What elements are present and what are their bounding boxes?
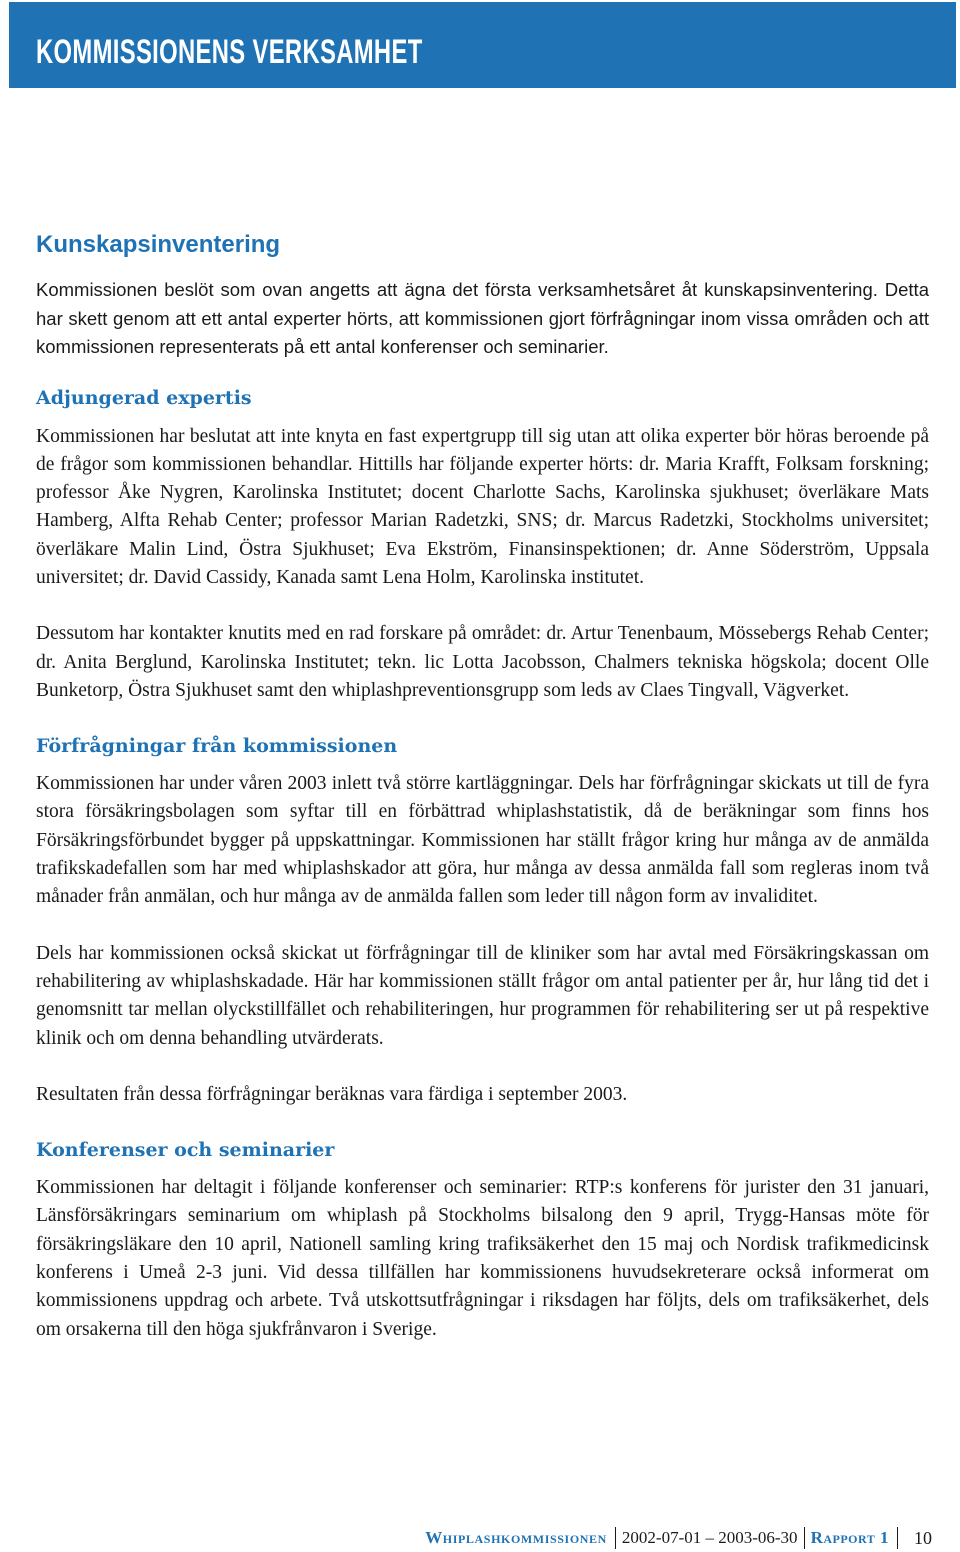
paragraph: Dels har kommissionen också skickat ut förfrågningar till de kliniker som har avtal med Försäkringskassan om rehabilitering av whiplashskadade. Här har kommissionen ställt frågor om antal patienter per år, hur lång tid det i genomsnitt tar mellan olyckstillfället och rehabiliteringen, hur programmen för rehabilitering ser ut på respektive klinik och om denna behandling utvärderats. [36, 942, 929, 1049]
section-heading-kunskapsinventering: Kunskapsinventering [36, 231, 281, 258]
page-footer [425, 1525, 932, 1551]
paragraph: Kommissionen har deltagit i följande konferenser och seminarier: RTP:s konferens för jurister den 31 januari, Länsförsäkringars seminarium om whiplash på Stockholms bilsalong den 9 april, Trygg-Hansas möte för försäkringsläkare den 10 april, Nationell samling kring trafiksäkerhet den 15 maj och Nordisk trafikmedicinsk konferens i Umeå 2-3 juni. Vid dessa tillfällen har kommissionens huvudsekreterare också informerat om kommissionens uppdrag och arbete. Två utskottsutfrågningar i riksdagen har följts, dels om trafiksäkerhet, dels om orsakerna till den höga sjukfrånvaron i Sverige. [36, 1177, 929, 1340]
page-number: 10 [914, 1527, 932, 1548]
footer-dates: 2002-07-01 – 2003-06-30 [621, 1528, 798, 1547]
subheading-adjungerad-expertis: Adjungerad expertis [36, 386, 252, 409]
subheading-forfragningar: Förfrågningar från kommissionen [36, 735, 398, 758]
paragraph: Dessutom har kontakter knutits med en rad forskare på området: dr. Artur Tenenbaum, Mössebergs Rehab Center; dr. Anita Berglund, Karolinska Institutet; tekn. lic Lotta Jacobsson, Chalmers tekniska högskola; docent Olle Bunketorp, Östra Sjukhuset samt den whiplashpreventionsgrupp som leds av Claes Tingvall, Vägverket. [36, 623, 929, 701]
paragraph: Resultaten från dessa förfrågningar beräknas vara färdiga i september 2003. [36, 1083, 628, 1105]
page-title: KOMMISSIONENS VERKSAMHET [36, 33, 423, 71]
paragraph: Kommissionen har under våren 2003 inlett två större kartläggningar. Dels har förfrågningar skickats ut till de fyra stora försäkringsbolagen som syftar till en förbättrad whiplashstatistik, då de beräkningar som finns hos Försäkringsförbundet bygger på uppskattningar. Kommissionen har ställt frågor kring hur många av de anmälda trafikskadefallen som har med whiplashskador att göra, hur många av dessa anmälda fall som regleras inom två månader från anmälan, och hur många av de anmälda fallen som leder till någon form av invaliditet. [36, 773, 929, 908]
header-banner [9, 2, 956, 88]
footer-report: Rapport 1 [810, 1528, 889, 1547]
paragraph: Kommissionen har beslutat att inte knyta en fast expertgrupp till sig utan att olika experter bör höras beroende på de frågor som kommissionen behandlar. Hittills har följande experter hörts: dr. Maria Krafft, Folksam forskning; professor Åke Nygren, Karolinska Institutet; docent Charlotte Sachs, Karolinska sjukhuset; överläkare Mats Hamberg, Alfta Rehab Center; professor Marian Radetzki, SNS; dr. Marcus Radetzki, Stockholms universitet; överläkare Malin Lind, Östra Sjukhuset; Eva Ekström, Finansinspektionen; dr. Anne Söderström, Uppsala universitet; dr. David Cassidy, Kanada samt Lena Holm, Karolinska institutet. [36, 425, 929, 588]
main-content [36, 230, 929, 1344]
paragraph: Kommissionen beslöt som ovan angetts att ägna det första verksamhetsåret åt kunskapsinventering. Detta har skett genom att ett antal experter hörts, att kommissionen gjort förfrågningar inom vissa områden och att kommissionen representerats på ett antal konferenser och seminarier. [36, 279, 929, 357]
footer-org: Whiplashkommissionen [425, 1528, 607, 1547]
subheading-konferenser: Konferenser och seminarier [36, 1139, 335, 1162]
